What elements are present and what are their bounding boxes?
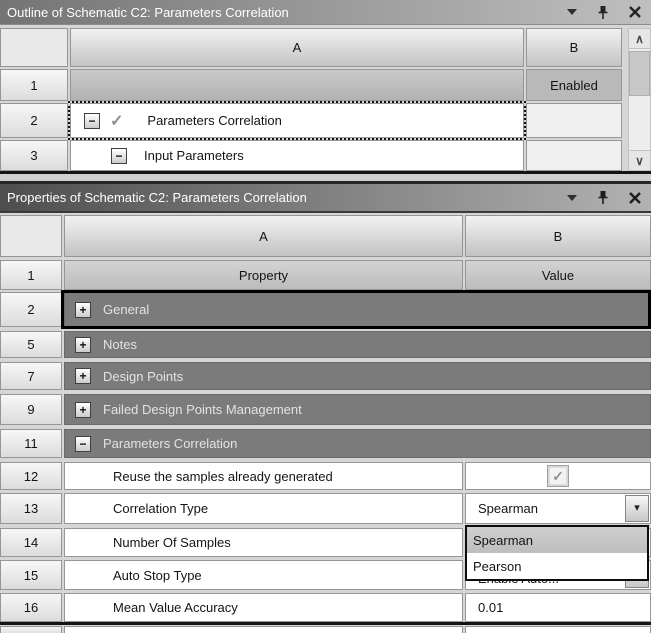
group-label: General [103,302,150,317]
properties-row-number[interactable] [0,560,62,590]
scroll-up-icon: ∧ [635,31,644,46]
scroll-up-button[interactable] [628,28,651,49]
properties-corner-cell [0,215,62,257]
properties-row-number[interactable] [0,331,62,358]
expand-glyph: + [79,402,87,417]
outline-corner-cell [0,28,68,67]
status-check-icon: ✓ [110,112,124,130]
correlation-type-combobox[interactable] [465,493,651,524]
property-cell-number-of-samples[interactable] [64,528,463,557]
expand-plus-icon[interactable] [75,368,91,384]
properties-row-number[interactable] [0,429,62,458]
row-number-label: 2 [30,113,38,128]
row-number-label: 12 [23,468,39,484]
property-label: Correlation Type [113,501,209,516]
row-number-label: 5 [27,337,35,352]
pin-icon [597,5,609,20]
scrollbar-thumb[interactable] [629,51,650,96]
collapse-minus-icon[interactable] [84,113,100,129]
enabled-label: Enabled [550,77,598,93]
row-number-label: 16 [23,600,39,615]
outline-item-label: Input Parameters [144,148,244,163]
row-number-label: 13 [23,501,39,516]
option-label: Pearson [473,558,522,574]
row-number-label: 3 [30,148,38,163]
partial-row-cell-a[interactable] [64,626,463,633]
group-label: Notes [103,337,137,352]
row-number-label: 9 [27,402,35,417]
group-row-general[interactable] [64,292,651,327]
partial-row-cell-b[interactable] [465,626,651,633]
expand-glyph: − [79,436,87,451]
expand-glyph: + [79,302,87,317]
value-cell-reuse-samples[interactable] [465,462,651,490]
pin-icon [597,190,609,205]
property-header-cell [64,260,463,290]
properties-row-number[interactable] [0,462,62,490]
properties-row-number[interactable] [0,528,62,557]
row-number-label: 11 [24,436,38,451]
properties-row-number[interactable] [0,626,62,633]
properties-column-header-a[interactable] [64,215,463,257]
expand-glyph: + [79,369,87,383]
group-row-parameters-correlation[interactable] [64,429,651,458]
outline-menu-button[interactable] [560,0,584,24]
outline-row-number[interactable] [0,103,68,138]
menu-arrow-icon [567,9,577,15]
outline-row-input-parameters[interactable] [70,140,524,171]
dropdown-option-spearman[interactable] [467,527,647,553]
option-label: Spearman [473,532,533,548]
properties-titlebar [0,181,651,213]
properties-row-number[interactable] [0,362,62,390]
expand-glyph: − [115,148,123,163]
properties-row-number[interactable] [0,292,62,327]
collapse-minus-icon[interactable] [111,148,127,164]
expand-plus-icon[interactable] [75,337,91,353]
row-number-label: 15 [23,567,39,583]
reuse-samples-checkbox[interactable] [547,465,569,487]
row-number-label: 14 [23,535,39,550]
scroll-down-icon: ∨ [635,153,644,168]
checkbox-check-icon: ✓ [552,467,564,484]
outline-row3-cell-b[interactable] [526,140,622,171]
close-icon [629,6,641,18]
value-header-cell [465,260,651,290]
properties-pin-button[interactable] [592,184,614,211]
outline-row-number[interactable] [0,140,68,171]
properties-menu-button[interactable] [560,184,584,211]
outline-row-number[interactable] [0,69,68,101]
row-number-label: 2 [27,302,35,317]
properties-panel-title: Properties of Schematic C2: Parameters Correlation [7,190,307,205]
close-icon [629,192,641,204]
properties-row-number[interactable] [0,394,62,425]
group-row-design-points[interactable] [64,362,651,390]
dropdown-option-pearson[interactable] [467,553,647,579]
column-letter: B [569,40,579,55]
property-label: Number Of Samples [113,535,231,550]
row-number-label: 7 [27,368,35,384]
dropdown-arrow-icon: ▾ [634,502,640,514]
outline-column-header-b[interactable] [526,28,622,67]
property-cell-correlation-type[interactable] [64,493,463,524]
outline-pin-button[interactable] [592,0,614,24]
value-cell-mean-value-accuracy[interactable] [465,593,651,622]
properties-row-number[interactable] [0,260,62,290]
outline-row-parameters-correlation[interactable] [70,103,524,138]
group-label: Parameters Correlation [103,436,238,451]
value-header-label: Value [541,267,575,283]
outline-column-header-a[interactable] [70,28,524,67]
row-number-label: 1 [27,267,35,283]
expand-glyph: + [79,337,87,352]
correlation-type-dropdown-list [465,525,649,581]
property-label: Reuse the samples already generated [113,468,333,484]
row-separator-border [0,622,651,625]
group-label: Failed Design Points Management [103,402,302,417]
properties-row-number[interactable] [0,593,62,622]
outline-panel-title: Outline of Schematic C2: Parameters Correlation [7,4,289,20]
collapse-minus-icon[interactable] [75,436,91,452]
menu-arrow-icon [567,195,577,201]
outline-row2-cell-b[interactable] [526,103,622,138]
group-label: Design Points [103,368,184,384]
row-number-label: 1 [30,77,38,93]
column-letter: A [292,40,302,55]
panel-divider[interactable] [0,174,651,181]
group-row-failed-design-points[interactable] [64,394,651,425]
outline-close-button[interactable] [622,0,648,24]
expand-plus-icon[interactable] [75,302,91,318]
property-cell-mean-value-accuracy[interactable] [64,593,463,622]
column-letter: A [259,228,268,244]
group-row-notes[interactable] [64,331,651,358]
property-label: Auto Stop Type [113,567,202,583]
properties-column-header-b[interactable] [465,215,651,257]
scroll-down-button[interactable] [628,150,651,171]
property-header-label: Property [238,267,289,283]
properties-close-button[interactable] [622,184,648,211]
property-label: Mean Value Accuracy [113,600,238,615]
expand-glyph: − [88,113,96,128]
combobox-selected-value: Spearman [478,501,538,516]
value-text: 0.01 [478,600,504,615]
outline-titlebar [0,0,651,25]
properties-row-number[interactable] [0,493,62,524]
outline-row1-cell-b[interactable] [526,69,622,101]
property-cell-reuse-samples[interactable] [64,462,463,490]
combobox-dropdown-button[interactable] [625,495,649,522]
column-letter: B [553,228,563,244]
outline-row1-cell-a[interactable] [70,69,524,101]
expand-plus-icon[interactable] [75,402,91,418]
property-cell-auto-stop-type[interactable] [64,560,463,590]
outline-item-label: Parameters Correlation [147,113,282,128]
